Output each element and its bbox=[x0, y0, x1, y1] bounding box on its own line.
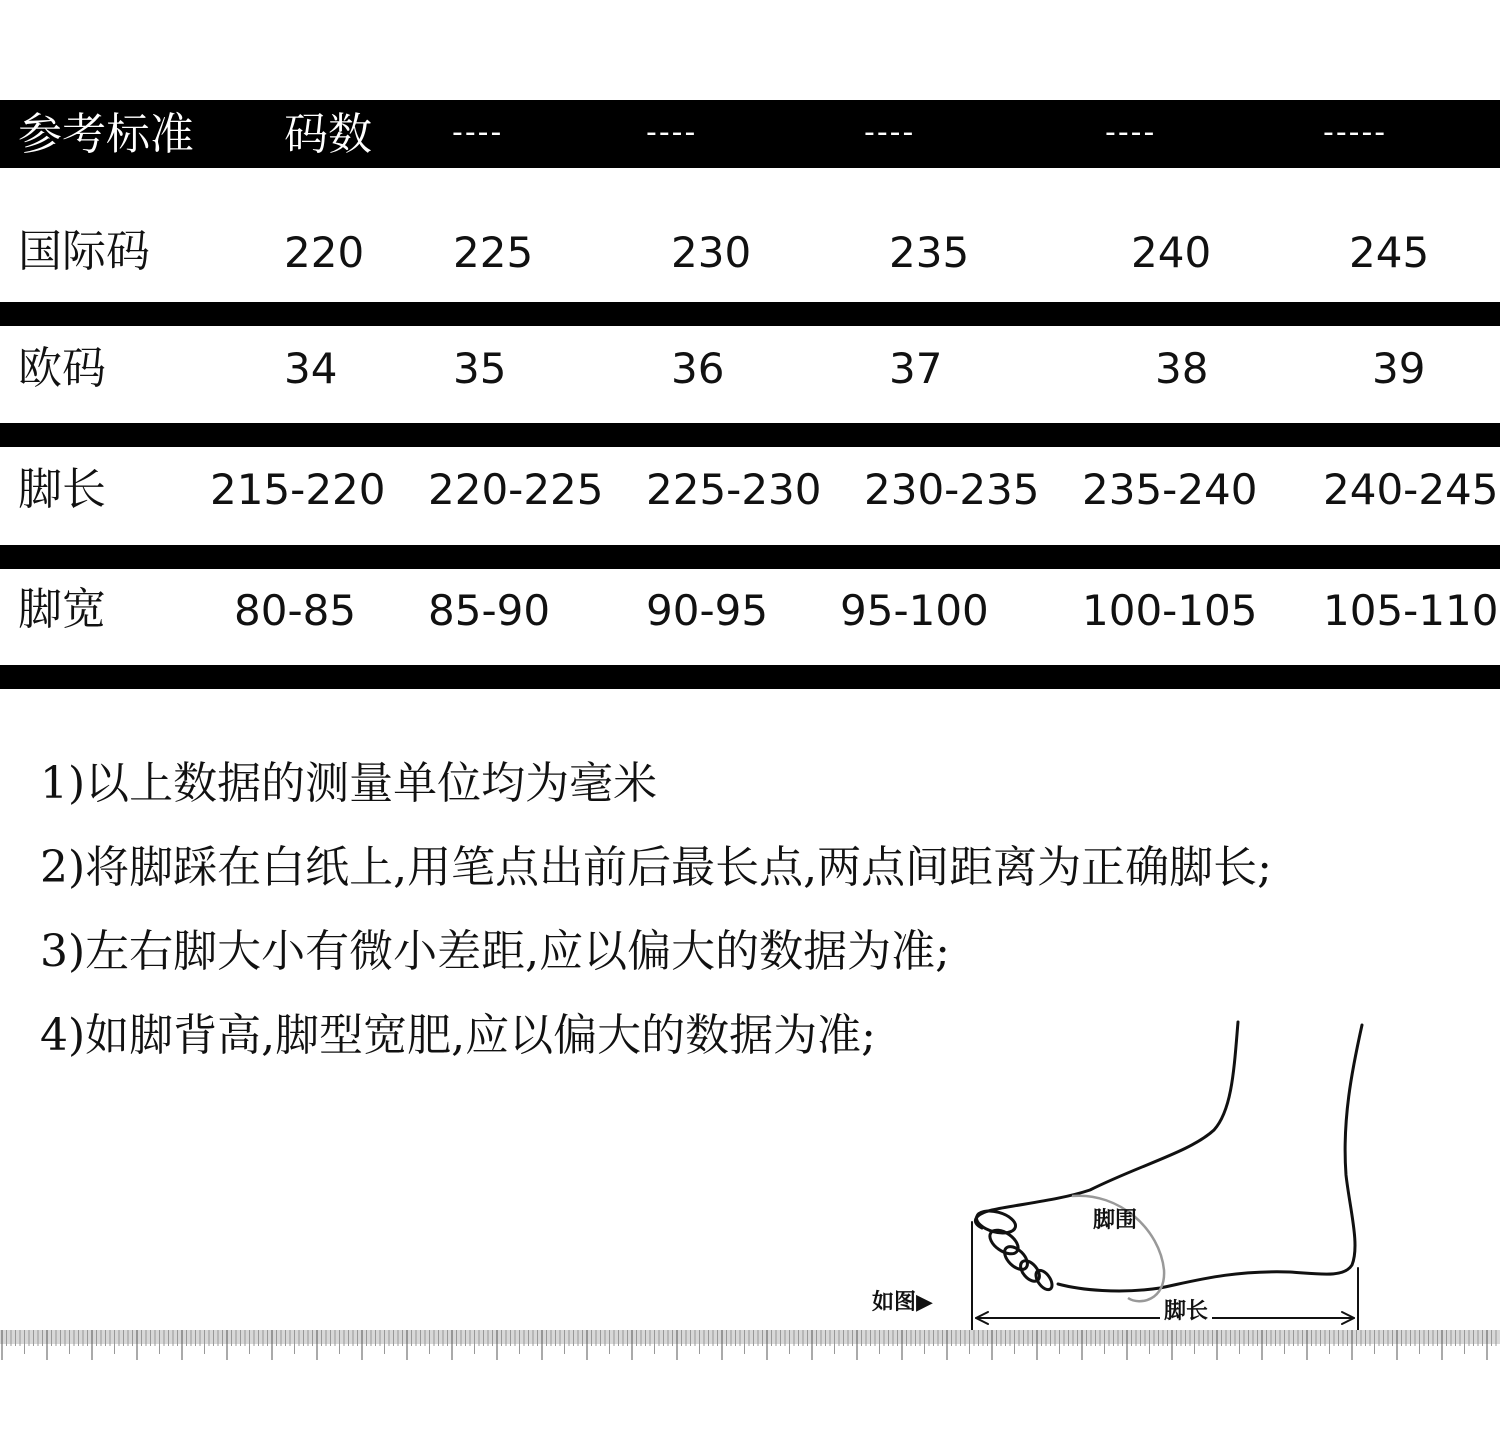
table-header bbox=[0, 100, 1500, 168]
header-size: 码数 bbox=[284, 109, 372, 160]
table-cell: 90-95 bbox=[646, 586, 769, 635]
table-cell: 37 bbox=[889, 344, 943, 393]
table-cell: 105-110 bbox=[1323, 586, 1499, 635]
table-cell: 230-235 bbox=[864, 465, 1040, 514]
table-cell: 80-85 bbox=[234, 586, 357, 635]
note-line: 4)如脚背高,脚型宽肥,应以偏大的数据为准; bbox=[40, 1010, 876, 1061]
row-divider bbox=[0, 302, 1500, 326]
table-cell: 36 bbox=[671, 344, 725, 393]
header-dash: ---- bbox=[1105, 115, 1157, 150]
table-cell: 225-230 bbox=[646, 465, 822, 514]
table-cell: 230 bbox=[671, 228, 752, 277]
row-label-eu-size: 欧码 bbox=[18, 343, 106, 394]
row-divider bbox=[0, 423, 1500, 447]
note-line: 1)以上数据的测量单位均为毫米 bbox=[40, 758, 658, 809]
table-cell: 220 bbox=[284, 228, 365, 277]
table-cell: 35 bbox=[453, 344, 507, 393]
table-cell: 95-100 bbox=[840, 586, 989, 635]
row-label-international-size: 国际码 bbox=[18, 226, 150, 277]
ruler-strip bbox=[0, 1330, 1500, 1370]
table-cell: 235 bbox=[889, 228, 970, 277]
table-cell: 100-105 bbox=[1082, 586, 1258, 635]
foot-outline-diagram bbox=[930, 1010, 1390, 1340]
table-cell: 240 bbox=[1131, 228, 1212, 277]
header-dash: ---- bbox=[646, 115, 698, 150]
note-line: 2)将脚踩在白纸上,用笔点出前后最长点,两点间距离为正确脚长; bbox=[40, 842, 1272, 893]
table-cell: 34 bbox=[284, 344, 338, 393]
note-line: 3)左右脚大小有微小差距,应以偏大的数据为准; bbox=[40, 926, 950, 977]
header-dash: ---- bbox=[864, 115, 916, 150]
as-shown-label: 如图▶ bbox=[872, 1290, 933, 1315]
table-cell: 39 bbox=[1372, 344, 1426, 393]
header-reference-standard: 参考标准 bbox=[18, 109, 194, 160]
header-dash: ----- bbox=[1323, 115, 1388, 150]
table-cell: 38 bbox=[1155, 344, 1209, 393]
table-cell: 220-225 bbox=[428, 465, 604, 514]
row-label-foot-width: 脚宽 bbox=[18, 584, 106, 635]
foot-circumference-label: 脚围 bbox=[1093, 1208, 1138, 1233]
table-cell: 215-220 bbox=[210, 465, 386, 514]
table-cell: 235-240 bbox=[1082, 465, 1258, 514]
table-cell: 240-245 bbox=[1323, 465, 1499, 514]
header-dash: ---- bbox=[452, 115, 504, 150]
table-cell: 85-90 bbox=[428, 586, 551, 635]
table-cell: 245 bbox=[1349, 228, 1430, 277]
row-label-foot-length: 脚长 bbox=[18, 464, 106, 515]
foot-length-label: 脚长 bbox=[1160, 1301, 1212, 1323]
row-divider bbox=[0, 545, 1500, 569]
table-cell: 225 bbox=[453, 228, 534, 277]
row-divider bbox=[0, 665, 1500, 689]
